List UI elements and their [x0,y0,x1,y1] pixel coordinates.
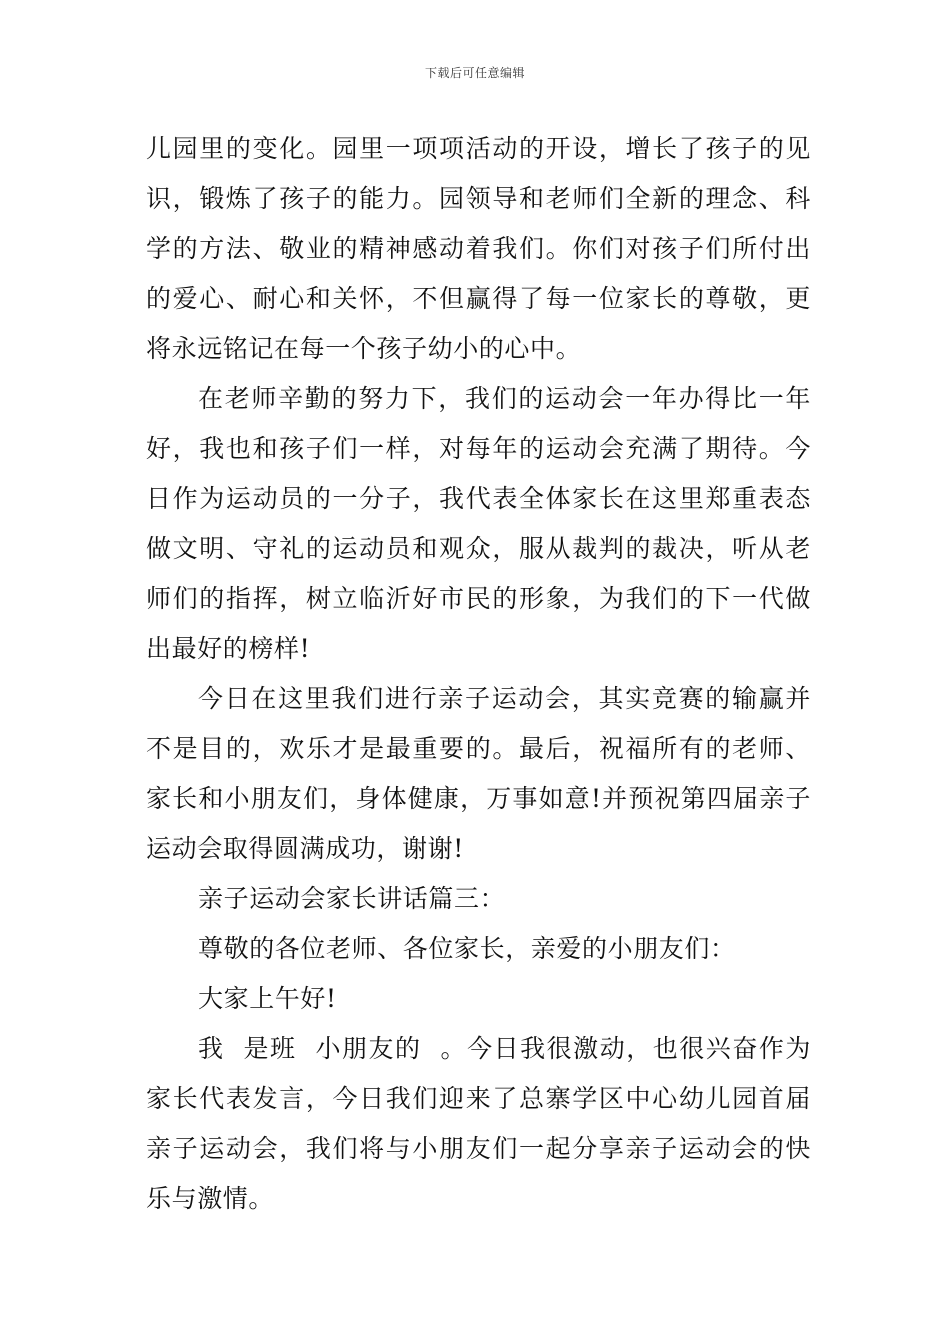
page-header: 下载后可任意编辑 [424,66,525,80]
greeting: 大家上午好! [198,984,337,1013]
paragraph-2: 在老师辛勤的努力下，我们的运动会一年办得比一年好，我也和孩子们一样，对每年的运动会充满了期待。今日作为运动员的一分子，我代表全体家长在这里郑重表态做文明、守礼的运动员和观众，服从裁判的裁决，听从老师们的指挥，树立临沂好市民的形象，为我们的下一代做出最好的榜样! [146,384,811,663]
paragraph-3: 今日在这里我们进行亲子运动会，其实竞赛的输赢并不是目的，欢乐才是最重要的。最后，祝福所有的老师、家长和小朋友们，身体健康，万事如意!并预祝第四届亲子运动会取得圆满成功，谢谢! [146,684,811,863]
paragraph-intro: 我 是班 小朋友的 。今日我很激动，也很兴奋作为家长代表发言，今日我们迎来了总寨学区中心幼儿园首届亲子运动会，我们将与小朋友们一起分享亲子运动会的快乐与激情。 [146,1034,811,1213]
section-heading: 亲子运动会家长讲话篇三： [198,884,506,913]
paragraph-1: 儿园里的变化。园里一项项活动的开设，增长了孩子的见识，锻炼了孩子的能力。园领导和老师们全新的理念、科学的方法、敬业的精神感动着我们。你们对孩子们所付出的爱心、耐心和关怀，不但赢得了每一位家长的尊敬，更将永远铭记在每一个孩子幼小的心中。 [146,134,811,363]
salutation: 尊敬的各位老师、各位家长，亲爱的小朋友们： [198,934,736,963]
document-body [146,124,811,1224]
